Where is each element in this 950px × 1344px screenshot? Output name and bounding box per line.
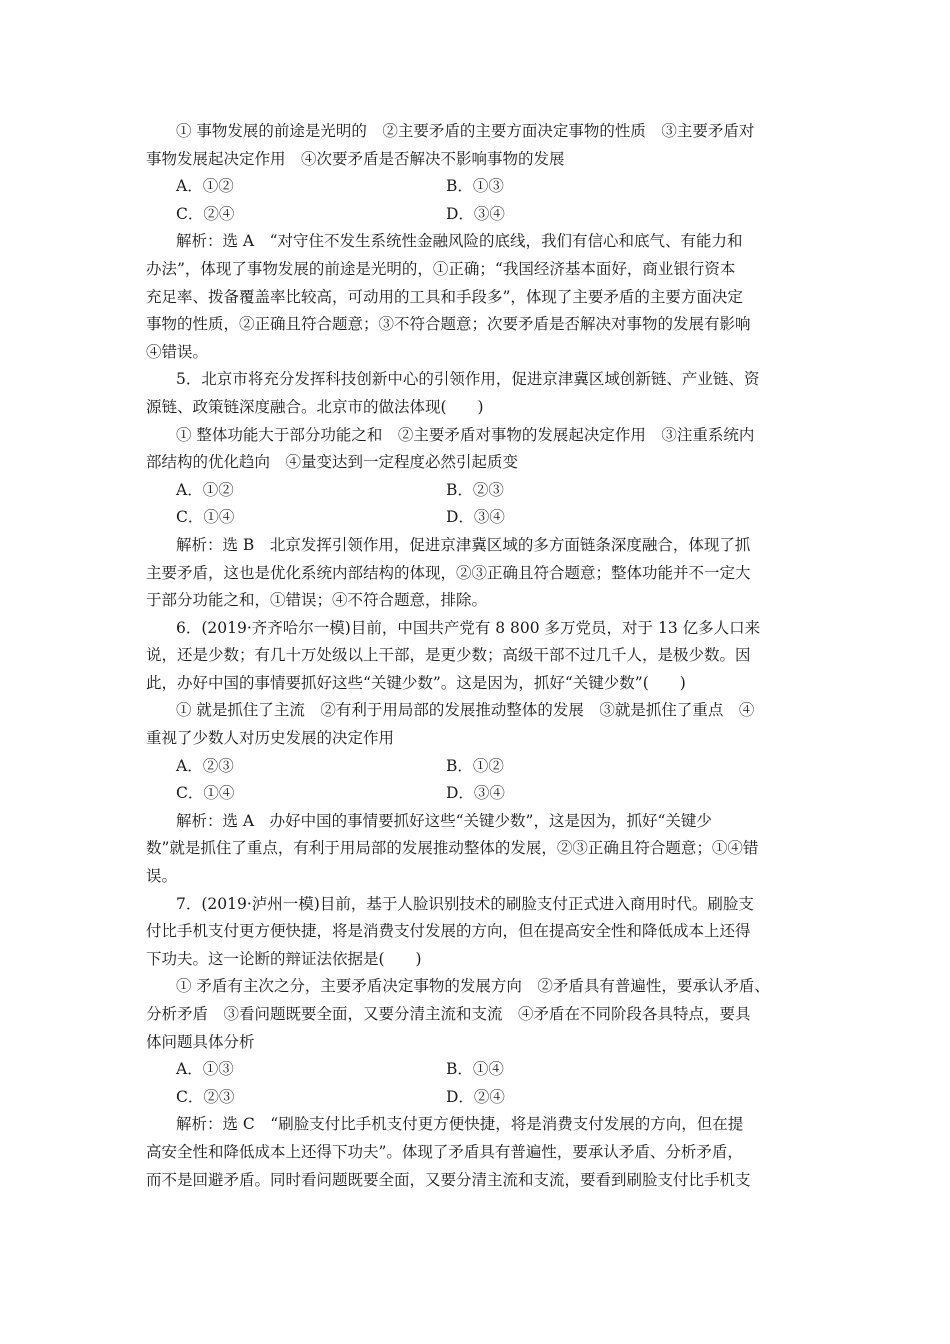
q6-question-line-3: 此，办好中国的事情要抓好这些“关键少数”。这是因为，抓好“关键少数”( ) bbox=[146, 673, 686, 692]
q4-option-d: D．③④ bbox=[446, 204, 505, 223]
q4-option-c: C．②④ bbox=[176, 204, 235, 223]
question-6-block bbox=[146, 615, 814, 891]
q7-statements-line-2: 分析矛盾 ③看问题既要全面，又要分清主流和支流 ④矛盾在不同阶段各具特点，要具 bbox=[146, 1005, 751, 1023]
q6-options-row-2 bbox=[146, 780, 814, 808]
q5-explanation-line-1: 解析：选 B 北京发挥引领作用，促进京津冀区域的多方面链条深度融合，体现了抓 bbox=[176, 535, 751, 554]
q6-statements-line-1: ① 就是抓住了主流 ②有利于用局部的发展推动整体的发展 ③就是抓住了重点 ④ bbox=[176, 701, 755, 720]
q6-option-a: A．②③ bbox=[176, 756, 234, 775]
q5-question-line-1: 5．北京市将充分发挥科技创新中心的引领作用，促进京津冀区域创新链、产业链、资 bbox=[176, 370, 760, 389]
q5-question-line-2: 源链、政策链深度融合。北京市的做法体现( ) bbox=[146, 397, 484, 416]
q5-option-b: B．②③ bbox=[446, 480, 504, 499]
q5-option-c: C．①④ bbox=[176, 508, 235, 527]
q6-option-c: C．①④ bbox=[176, 784, 235, 803]
q5-option-d: D．③④ bbox=[446, 508, 505, 527]
q5-explanation-line-3: 于部分功能之和，①错误；④不符合题意，排除。 bbox=[146, 591, 488, 610]
q7-option-d: D．②④ bbox=[446, 1087, 505, 1106]
document-page bbox=[146, 118, 814, 1194]
q7-option-c: C．②③ bbox=[176, 1087, 235, 1106]
q4-explanation-line-3: 充足率、拨备覆盖率比较高，可动用的工具和手段多”，体现了主要矛盾的主要方面决定 bbox=[146, 287, 743, 306]
q6-statements-line-2: 重视了少数人对历史发展的决定作用 bbox=[146, 729, 395, 748]
q7-question-line-2: 付比手机支付更方便快捷，将是消费支付发展的方向，但在提高安全性和降低成本上还得 bbox=[146, 922, 751, 941]
q4-statements-line-2: 事物发展起决定作用 ④次要矛盾是否解决不影响事物的发展 bbox=[146, 149, 565, 168]
q4-option-b: B．①③ bbox=[446, 177, 504, 196]
q5-explanation-line-2: 主要矛盾，这也是优化系统内部结构的体现，②③正确且符合题意；整体功能并不一定大 bbox=[146, 563, 751, 582]
question-7-block bbox=[146, 891, 814, 1195]
q5-statements-line-2: 部结构的优化趋向 ④量变达到一定程度必然引起质变 bbox=[146, 453, 519, 472]
q7-statements-line-1: ① 矛盾有主次之分，主要矛盾决定事物的发展方向 ②矛盾具有普遍性，要承认矛盾、 bbox=[176, 977, 770, 996]
q6-options-row-1 bbox=[146, 753, 814, 781]
q5-options-row-2 bbox=[146, 504, 814, 532]
q6-explanation-line-3: 误。 bbox=[146, 867, 178, 886]
q6-explanation-line-2: 数”就是抓住了重点，有利于用局部的发展推动整体的发展，②③正确且符合题意；①④错 bbox=[146, 839, 759, 858]
q6-question-line-1: 6．(2019·齐齐哈尔一模)目前，中国共产党有 8 800 多万党员，对于 13 亿多人口来 bbox=[176, 618, 761, 637]
q4-explanation-line-5: ④错误。 bbox=[146, 342, 209, 361]
q7-option-b: B．①④ bbox=[446, 1060, 504, 1079]
q4-options-row-1 bbox=[146, 173, 814, 201]
q6-explanation-line-1: 解析：选 A 办好中国的事情要抓好这些“关键少数”，这是因为，抓好“关键少 bbox=[176, 811, 712, 830]
q7-options-row-1 bbox=[146, 1056, 814, 1084]
q4-option-a: A．①② bbox=[176, 177, 234, 196]
q7-explanation-line-3: 而不是回避矛盾。同时看问题既要全面，又要分清主流和支流，要看到刷脸支付比手机支 bbox=[146, 1170, 751, 1189]
q5-options-row-1 bbox=[146, 477, 814, 505]
question-5-block bbox=[146, 366, 814, 614]
q6-option-d: D．③④ bbox=[446, 784, 505, 803]
q4-explanation-line-1: 解析：选 A “对守住不发生系统性金融风险的底线，我们有信心和底气、有能力和 bbox=[176, 232, 743, 251]
q4-options-row-2 bbox=[146, 201, 814, 229]
q4-statements-line-1: ① 事物发展的前途是光明的 ②主要矛盾的主要方面决定事物的性质 ③主要矛盾对 bbox=[176, 122, 755, 140]
question-4-block bbox=[146, 118, 814, 366]
q7-statements-line-3: 体问题具体分析 bbox=[146, 1032, 255, 1051]
q7-options-row-2 bbox=[146, 1084, 814, 1112]
q4-explanation-line-4: 事物的性质，②正确且符合题意；③不符合题意；次要矛盾是否解决对事物的发展有影响 bbox=[146, 315, 751, 334]
q5-option-a: A．①② bbox=[176, 480, 234, 499]
q6-question-line-2: 说，还是少数；有几十万处级以上干部，是更少数；高级干部不过几千人，是极少数。因 bbox=[146, 646, 751, 665]
q5-statements-line-1: ① 整体功能大于部分功能之和 ②主要矛盾对事物的发展起决定作用 ③注重系统内 bbox=[176, 425, 755, 444]
q7-question-line-3: 下功夫。这一论断的辩证法依据是( ) bbox=[146, 949, 422, 968]
q7-explanation-line-2: 高安全性和降低成本上还得下功夫”。体现了矛盾具有普遍性，要承认矛盾、分析矛盾， bbox=[146, 1142, 743, 1161]
q7-question-line-1: 7．(2019·泸州一模)目前，基于人脸识别技术的刷脸支付正式进入商用时代。刷脸支 bbox=[176, 894, 754, 913]
q7-option-a: A．①③ bbox=[176, 1060, 234, 1079]
q7-explanation-line-1: 解析：选 C “刷脸支付比手机支付更方便快捷，将是消费支付发展的方向，但在提 bbox=[176, 1115, 744, 1134]
q4-explanation-line-2: 办法”，体现了事物发展的前途是光明的，①正确；“我国经济基本面好，商业银行资本 bbox=[146, 259, 736, 278]
q6-option-b: B．①② bbox=[446, 756, 504, 775]
